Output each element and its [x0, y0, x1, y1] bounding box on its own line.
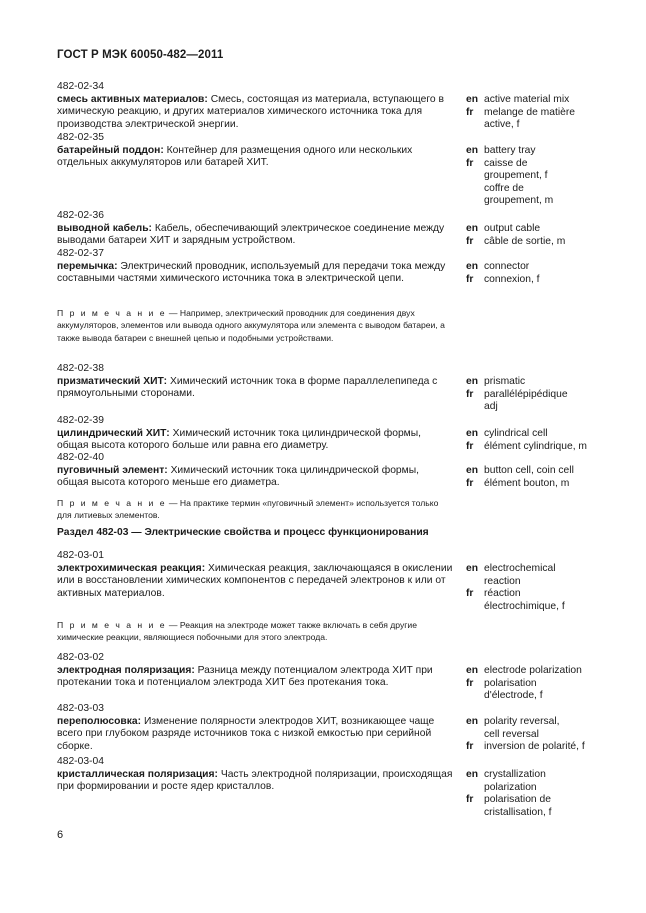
section-title: Раздел 482-03 — Электрические свойства и процесс функционирования [57, 527, 429, 538]
translation-block [466, 223, 616, 248]
translation-block [466, 94, 616, 132]
note-label: П р и м е ч а н и е [57, 620, 167, 630]
translation-fr: réaction [484, 588, 521, 600]
translation-fr: caisse de [484, 157, 528, 169]
note [57, 497, 453, 522]
lang-code-fr: fr [466, 440, 474, 452]
term-number: 482-02-39 [57, 415, 104, 426]
term-number: 482-03-04 [57, 756, 104, 767]
lang-code-fr: fr [466, 741, 474, 753]
lang-code-fr: fr [466, 106, 474, 118]
lang-code-en: en [466, 428, 479, 439]
lang-code-en: en [466, 223, 479, 234]
term-entry [57, 756, 453, 794]
translation-block [466, 376, 616, 414]
lang-code-en: en [466, 465, 479, 476]
term-name: электродная поляризация: [57, 664, 195, 676]
note-text: — Например, электрический проводник для соединения двух аккумуляторов, элементов или вывода одного аккумулятора или элемента с выводом батареи, а также вывода батареи с внешней цепью и подобными устройствами. [57, 308, 445, 343]
translation-fr: câble de sortie, m [484, 235, 566, 247]
lang-code-fr: fr [466, 477, 474, 489]
term-name: перемычка: [57, 260, 118, 272]
term-definition: Химический источник тока в форме параллелепипеда с прямоугольными сторонами. [57, 375, 438, 400]
term-number: 482-03-01 [57, 550, 104, 561]
term-name: смесь активных материалов: [57, 93, 208, 105]
translation-block [466, 465, 616, 490]
translation-en: cylindrical cell [484, 428, 548, 439]
term-number: 482-03-02 [57, 652, 104, 663]
term-number: 482-02-40 [57, 452, 104, 463]
translation-block [466, 716, 616, 754]
page-number: 6 [57, 829, 64, 841]
term-name: переполюсовка: [57, 715, 142, 727]
lang-code-en: en [466, 563, 479, 574]
lang-code-en: en [466, 716, 479, 727]
term-name: батарейный поддон: [57, 144, 164, 156]
term-name: кристаллическая поляризация: [57, 768, 218, 780]
translation-fr: parallélépipédique [484, 388, 568, 400]
term-definition: Смесь, состоящая из материала, вступающего в химическую реакцию, и других материалов химического источника тока для производства электрической энергии. [57, 93, 444, 130]
term-number: 482-02-35 [57, 132, 104, 143]
lang-code-fr: fr [466, 157, 474, 169]
translation-en: electrochemical [484, 563, 556, 574]
translation-en: polarity reversal, [484, 716, 560, 727]
translation-block [466, 145, 616, 208]
translation-en: prismatic [484, 376, 526, 387]
translation-en-cont: reaction [484, 575, 521, 587]
translation-en: battery tray [484, 145, 536, 156]
translation-fr: inversion de polarité, f [484, 741, 585, 753]
lang-code-fr: fr [466, 588, 474, 600]
term-name: цилиндрический ХИТ: [57, 427, 170, 439]
lang-code-fr: fr [466, 388, 474, 400]
term-definition: Химический источник тока цилиндрической формы, общая высота которого меньше его диаметра. [57, 464, 419, 489]
term-entry [57, 415, 453, 453]
translation-en: electrode polarization [484, 665, 582, 676]
term-number: 482-02-34 [57, 81, 104, 92]
term-definition: Химический источник тока цилиндрической формы, общая высота которого больше или равна его диаметру. [57, 427, 422, 452]
lang-code-fr: fr [466, 235, 474, 247]
term-entry [57, 452, 453, 490]
term-number: 482-03-03 [57, 703, 104, 714]
translation-fr-cont: coffre de [484, 182, 524, 194]
translation-block [466, 769, 616, 819]
term-definition: Разница между потенциалом электрода ХИТ при протекании тока и потенциалом электрода ХИТ без протекания тока. [57, 664, 433, 689]
term-definition: Электрический проводник, используемый для передачи тока между составными частями химического источника тока в электрической цепи. [57, 260, 446, 285]
lang-code-fr: fr [466, 794, 474, 806]
term-entry [57, 132, 453, 170]
term-definition: Часть электродной поляризации, происходящая при формировании и росте ядер кристаллов. [57, 768, 453, 793]
lang-code-en: en [466, 376, 479, 387]
note-text: — На практике термин «пуговичный элемент» используется только для литиевых элементов. [57, 498, 439, 521]
term-entry [57, 248, 453, 286]
term-number: 482-02-38 [57, 363, 104, 374]
term-entry [57, 363, 453, 401]
lang-code-fr: fr [466, 273, 474, 285]
lang-code-en: en [466, 769, 479, 780]
translation-en-cont: polarization [484, 781, 537, 793]
translation-fr-cont: électrochimique, f [484, 600, 565, 612]
term-definition: Изменение полярности электродов ХИТ, возникающее чаще всего при глубоком разряде источников тока с низкой емкостью при серийной сборке. [57, 715, 435, 752]
term-name: призматический ХИТ: [57, 375, 168, 387]
translation-fr: connexion, f [484, 273, 540, 285]
translation-fr-cont: d'électrode, f [484, 690, 543, 702]
note [57, 619, 453, 644]
translation-fr-cont: groupement, m [484, 195, 554, 207]
translation-block [466, 261, 616, 286]
translation-fr: élément bouton, m [484, 477, 570, 489]
translation-fr: élément cylindrique, m [484, 440, 588, 452]
term-number: 482-02-37 [57, 248, 104, 259]
lang-code-en: en [466, 145, 479, 156]
translation-fr: polarisation de [484, 794, 551, 806]
translation-fr-cont: groupement, f [484, 170, 548, 182]
term-name: электрохимическая реакция: [57, 562, 206, 574]
translation-block [466, 428, 616, 453]
translation-en: connector [484, 261, 530, 272]
term-definition: Химическая реакция, заключающаяся в окислении или в восстановлении химических компонентов с передачей электронов к или от активных материалов. [57, 562, 453, 599]
translation-fr: melange de matière [484, 106, 576, 118]
translation-block [466, 665, 616, 703]
translation-fr: polarisation [484, 677, 537, 689]
lang-code-fr: fr [466, 677, 474, 689]
lang-code-en: en [466, 261, 479, 272]
term-definition: Кабель, обеспечивающий электрическое соединение между выводами батареи ХИТ и зарядным устройством. [57, 222, 445, 247]
note-label: П р и м е ч а н и е [57, 308, 167, 318]
term-number: 482-02-36 [57, 210, 104, 221]
translation-en: output cable [484, 223, 541, 234]
translation-en-cont: cell reversal [484, 728, 539, 740]
term-entry [57, 81, 453, 131]
note-label: П р и м е ч а н и е [57, 498, 167, 508]
translation-en: button cell, coin cell [484, 465, 574, 476]
term-entry [57, 210, 453, 248]
note [57, 307, 453, 344]
term-entry [57, 550, 453, 600]
translation-fr-cont: adj [484, 401, 498, 413]
term-name: пуговичный элемент: [57, 464, 168, 476]
lang-code-en: en [466, 94, 479, 105]
note-text: — Реакция на электроде может также включать в себя другие химические реакции, являющиеся побочными для этого электрода. [57, 620, 417, 643]
term-name: выводной кабель: [57, 222, 152, 234]
translation-fr-cont: cristallisation, f [484, 806, 552, 818]
term-entry [57, 703, 453, 753]
term-definition: Контейнер для размещения одного или нескольких отдельных аккумуляторов или батарей ХИТ. [57, 144, 413, 169]
lang-code-en: en [466, 665, 479, 676]
translation-fr-cont: active, f [484, 119, 520, 131]
term-entry [57, 652, 453, 690]
translation-block [466, 563, 616, 613]
translation-en: crystallization [484, 769, 546, 780]
translation-en: active material mix [484, 94, 570, 105]
page-header: ГОСТ Р МЭК 60050-482—2011 [57, 49, 224, 61]
